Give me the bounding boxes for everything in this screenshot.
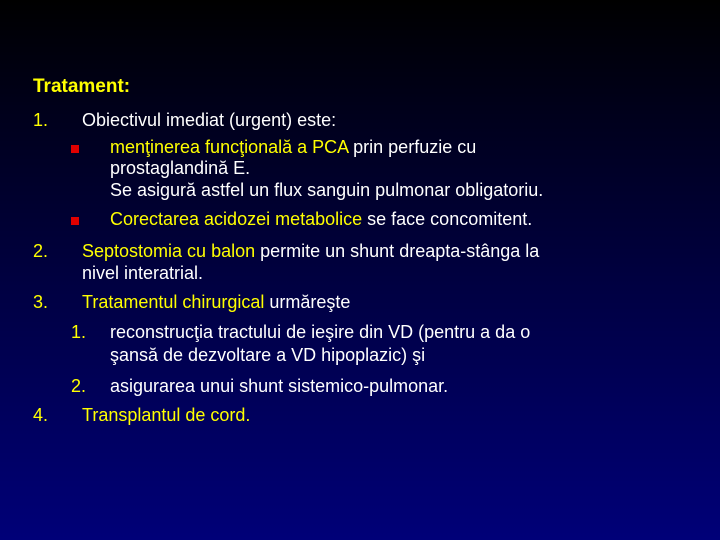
item-2-highlight: Septostomia cu balon (82, 241, 256, 261)
item-2-line-2: nivel interatrial. (82, 263, 204, 283)
item-3-subitem-2-number: 2. (71, 376, 87, 396)
item-2-rest: permite un shunt dreapta-stânga la (255, 241, 540, 261)
item-1-bullet-1-line-3: Se asigură astfel un flux sanguin pulmonar obligatoriu. (110, 180, 544, 200)
item-1-number: 1. (33, 110, 49, 130)
item-1-bullet-1-rest: prin perfuzie cu (348, 137, 477, 157)
item-3-subitem-2-text: asigurarea unui shunt sistemico-pulmonar. (110, 376, 449, 396)
item-3-line-1 (82, 292, 350, 313)
item-3-highlight: Tratamentul chirurgical (82, 292, 265, 312)
item-1-bullet-1-line-1 (110, 137, 476, 158)
item-3-subitem-1-number: 1. (71, 322, 87, 342)
item-2-number: 2. (33, 241, 49, 261)
item-4-number: 4. (33, 405, 49, 425)
item-4-text: Transplantul de cord. (82, 405, 251, 425)
item-1-bullet-1-line-2: prostaglandină E. (110, 158, 251, 178)
item-3-rest: urmăreşte (264, 292, 351, 312)
item-1-text: Obiectivul imediat (urgent) este: (82, 110, 337, 130)
item-1-bullet-2-rest: se face concomitent. (362, 209, 533, 229)
item-3-subitem-1-line-2: şansă de dezvoltare a VD hipoplazic) şi (110, 345, 426, 365)
slide-title: Tratament: (33, 76, 131, 97)
item-3-subitem-1-line-1: reconstrucţia tractului de ieşire din VD (pentru a da o (110, 322, 531, 342)
item-3-number: 3. (33, 292, 49, 312)
item-1-bullet-1-highlight: menţinerea funcţională a PCA (110, 137, 349, 157)
item-1-bullet-2 (110, 209, 532, 230)
item-1-bullet-2-highlight: Corectarea acidozei metabolice (110, 209, 363, 229)
square-bullet-icon (71, 217, 79, 225)
item-2-line-1 (82, 241, 539, 262)
square-bullet-icon (71, 145, 79, 153)
